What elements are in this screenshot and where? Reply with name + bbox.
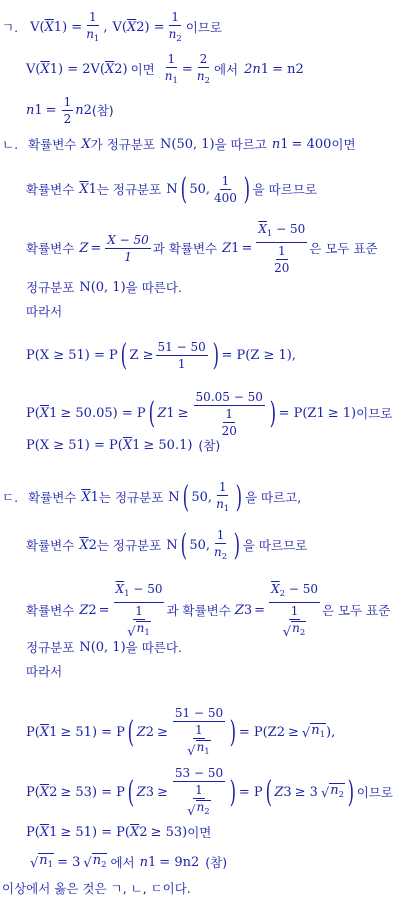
section-g-line2: V( $\overline{X}$ 1 ) = 2V( $\overline{X}$ 2 ) 이면 $\frac{1}{n_1}$ = $\frac{2}{n_2}$ 에서 2n 1 = n 2 <box>26 52 304 86</box>
fraction: 53 − 50 1 √ $n_2$ <box>174 766 224 819</box>
fraction: $\overline{X}_1 - 50$ 1 √ $n_1$ <box>115 582 163 640</box>
section-d-line5: 따라서 <box>26 664 63 679</box>
section-n-line2: 확률변수 $\overline{X}$ 1 는 정규분포 N ( 50, $\frac{1}{400}$ ) 을 따르므로 <box>26 171 317 207</box>
section-d-line7: P( $\overline{X}$ 2 ≥ 53) = P ( Z 3 ≥ 53 − 50 1 √ $n_2$ ) = P ( Z 3 ≥ 3 √ $n_2$ ) 이므로 <box>26 766 393 819</box>
fraction: 51 − 50 1 √ $n_1$ <box>174 706 224 759</box>
section-d-line4: 정규분포 N(0, 1) 을 따른다. <box>26 640 182 655</box>
fraction: $\frac{50.05 - 50}{\frac{1}{20}}$ <box>195 390 263 438</box>
section-d-line6: P( $\overline{X}$ 1 ≥ 51) = P ( Z 2 ≥ 51 − 50 1 √ $n_1$ ) = P(Z 2 ≥ √ $n_1$ ), <box>26 706 336 759</box>
section-n-line8: P(X ≥ 51) = P( $\overline{X}$ 1 ≥ 50.1) (참) <box>26 438 221 453</box>
conclusion: 이상에서 옳은 것은 ㄱ, ㄴ, ㄷ이다. <box>2 881 191 896</box>
section-n-line7: P( $\overline{X}$ 1 ≥ 50.05) = P ( Z 1 ≥ $\frac{50.05 - 50}{\frac{1}{20}}$ ) = P(Z 1 ≥ 1) 이므로 <box>26 390 393 438</box>
fraction: $\frac{1}{2}$ <box>63 95 72 126</box>
fraction: $\frac{1}{n_1}$ <box>164 52 178 86</box>
fraction: $\frac{51 - 50}{1}$ <box>157 340 206 371</box>
section-n-line1: ㄴ. 확률변수 X 가 정규분포 N(50, 1) 을 따르고 n 1 = 400 이면 <box>2 137 356 152</box>
section-g-line1: ㄱ. V( $\overline{X}$ 1 ) = $\frac{1}{n_1}$ , V( $\overline{X}$ 2 ) = $\frac{1}{n_2}$ 이므로 <box>2 10 222 44</box>
section-d-line2: 확률변수 $\overline{X}$ 2 는 정규분포 N ( 50, $\frac{1}{n_2}$ ) 을 따르므로 <box>26 528 308 563</box>
fraction: $\frac{2}{n_2}$ <box>196 52 210 86</box>
section-n-line3: 확률변수 Z = $\frac{X - 50}{1}$ 과 확률변수 Z 1 = $\frac{\overline{X}_1 - 50}{\frac{1}{20}}$ 은 모두 표준 <box>26 222 378 275</box>
fraction: $\frac{\overline{X}_1 - 50}{\frac{1}{20}}$ <box>258 222 306 275</box>
section-d-line3: 확률변수 Z 2 = $\overline{X}_1 - 50$ 1 √ $n_1$ 과 확률변수 Z 3 = $\overline{X}_2 - 50$ 1 √ $n_2$ 은 모두 표준 <box>26 582 391 640</box>
section-d-line8: P( $\overline{X}$ 1 ≥ 51) = P( $\overline{X}$ 2 ≥ 53) 이면 <box>26 825 212 840</box>
bullet-n: ㄴ. <box>2 137 19 152</box>
fraction: $\frac{1}{n_2}$ <box>214 528 228 562</box>
section-g-line3: n 1 = $\frac{1}{2}$ n 2 (참) <box>26 95 114 126</box>
fraction: $\frac{1}{400}$ <box>214 174 237 205</box>
fraction: $\frac{1}{n_1}$ <box>216 480 230 514</box>
section-n-line6: P(X ≥ 51) = P ( Z ≥ $\frac{51 - 50}{1}$ ) = P(Z ≥ 1), <box>26 337 296 373</box>
fraction: $\overline{X}_2 - 50$ 1 √ $n_2$ <box>271 582 318 640</box>
fraction: $\frac{1}{n_1}$ <box>86 10 100 44</box>
section-d-line9: √ $n_1$ = 3 √ $n_2$ 에서 n 1 = 9n 2 (참) <box>30 853 228 871</box>
section-n-line5: 따라서 <box>26 304 63 319</box>
section-d-line1: ㄷ. 확률변수 $\overline{X}$ 1 는 정규분포 N ( 50, $\frac{1}{n_1}$ ) 을 따르고, <box>2 480 302 515</box>
bullet-d: ㄷ. <box>2 490 19 505</box>
fraction: $\frac{X - 50}{1}$ <box>107 233 149 264</box>
fraction: $\frac{1}{n_2}$ <box>168 10 182 44</box>
bullet-g: ㄱ. <box>2 20 19 35</box>
section-n-line4: 정규분포 N(0, 1) 을 따른다. <box>26 280 182 295</box>
